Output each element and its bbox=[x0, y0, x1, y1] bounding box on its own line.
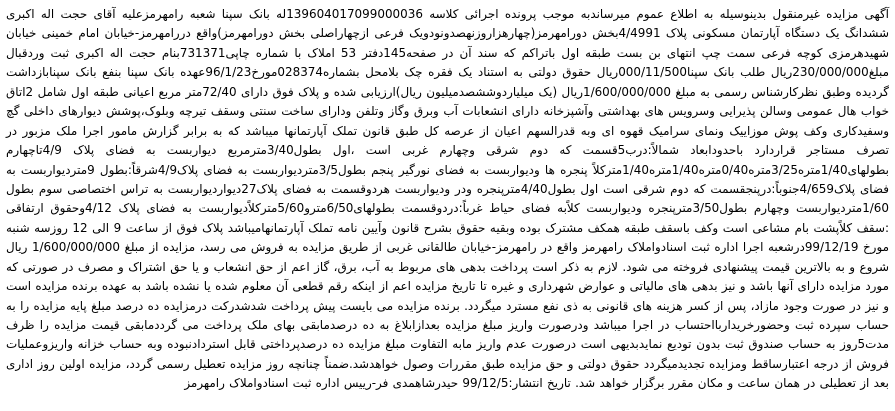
auction-notice-text: آگهی مزایده غیرمنقول بدینوسیله به اطلاع عموم میرساندبه موجب پرونده اجرائی کلاسه 139604017099000036له بانک سپنا شعبه رامهرمزعلیه آقای حجت اله اکبری ششدانگ یک دستگاه آپارتمان مسکونی پلاک 4/4991بخش دورامهرمز(چهارهزاروزنهصدونودویک فرعی ازچهاراصلی بخش دورامهرمز)واقع دررامهرمز-خیابان امام خمینی خیابان شهیدهرمزی کوچه فرعی سمت چپ انتهای بن بست طبقه اول باتراکم که سند آن در صفحه145دفتر 53 املاک با شماره چاپی731371بنام حجت اله اکبری ثبت وردقبال مبلغ230/000/000ریال طلب بانک سپنا000/11/500ریال حقوق دولتی به استناد یک فقره چک بلامحل بشماره028374مورخ96/1/23عهده بانک سپنا بنفع بانک سپنابازداشت گردیده وطبق نظرکارشناس رسمی به مبلغ 1/600/000/000ریال (یک میلیاردوششصدمیلیون ریال)ارزیابی شده و پلاک فوق دارای 72/40متر مربع اعیانی طبقه اول شامل 2اتاق خواب هال عمومی وسالن پذیرایی وسرویس های بهداشتی وآشپزخانه دارای انشعابات آب وبرق وگاز وتلفن ودارای ساخت سنتی وسقف تیرچه وبلوک،پوشش دیوارهای داخلی گچ وسفیدکاری وکف پوش موزاییک ونمای سرامیک قهوه ای وبه قدرالسهم اعیان از عرصه کل طبق قانون تملک آپارتمانها میباشد که به برابر گزارش مامور اجرا ملک مزبور در تصرف مستاجر قراردارد باحدودابعاد شمالاً:درب5قسمت که دوم شرقی وچهارم غربی است ،اول بطول3/40مترمربع دیواربست به فضای پلاک 4/9تاچهارم بطولهای1/40متره3/25متره0/40متره1/40متره1/40مترکلاً پنجره ها ودیواربست به فضای نورگیر پنجم بطول3/5متردیواربست به فضای پلاک4/9شرقاً:بطول 9متردیواربست به فضای پلاک4/659جنوباً:درپنجقسمت که دوم شرقی است اول بطول4/40مترپنجره ودر ودیواربست هردوقسمت به فضای پلاک27دیواردیواربست به تراس اختصاصی سوم بطول 1/60متردیواربست وچهارم بطول3/50مترپنجره ودیواربست کلاًبه فضای حیاط غرباً:دردوقسمت بطولهای6/50مترو5/60مترکلاًدیواربست به فضای پلاک 4/12وحقوق ارتفاقی :سقف کلاًپشت بام مشاعی است وکف باسقف طبقه همکف مشترک بوده وبقیه حقوق بشرح قانون وآیین نامه تملک آپارتمانهامیباشد پلاک فوق از ساعت 9 الی 12 روزسه شنبه مورخ 99/12/19درشعبه اجرا اداره ثبت اسنادواملاک رامهرمز واقع در رامهرمز-خیابان طالقانی غربی از طریق مزایده به فروش می رسد، مزایده از مبلغ 1/600/000/000 ریال شروع و به بالاترین قیمت پیشنهادی فروخته می شود. لازم به ذکر است پرداخت بدهی های مربوط به آب، برق، گاز اعم از حق انشعاب و یا حق اشتراک و مصرف در صورتی که مورد مزایده دارای آنها باشد و نیز بدهی های مالیاتی و عوارض شهرداری و غیره تا تاریخ مزایده اعم از اینکه رقم قطعی آن معلوم شده یا نشده باشد به عهده برنده مزایده است و نیز در صورت وجود مازاد، پس از کسر هزینه های قانونی به ذی نفع مسترد میگردد. برنده مزایده می بایست پیش پرداخت شدشدرکت درمزایده ده درصد مبلغ پایه مزایده را به حساب سپرده ثبت وحضورخریداربااحتساب در اجرا میباشد ودرصورت واریز مبلغ مزایده بعدازابلاغ به ده درصدمابقی بهای ملک پرداخت می گرددمابقی قیمت مزایده را ظرف مدت5روز به حساب صندوق ثبت بدون تودیع نمایدبدیهی است درصورت عدم واریز مابه التفاوت مبلغ مزایده ده درصدپرداختی قابل استردادنبوده وبه حساب خزانه واریزوعملیات فروش از درجه اعتبارساقط ومزایده تجدیدمیگردد حقوق دولتی و حق مزایده طبق مقررات وصول خواهدشد.ضمناً چنانچه روز مزایده تعطیل رسمی گردد، مزایده اولین روز اداری بعد از تعطیلی در همان ساعت و مکان مقرر برگزار خواهد شد. تاریخ انتشار:99/12/5 حیدرشاهمدی فر-رییس اداره ثبت اسنادواملاک رامهرمز bbox=[6, 7, 890, 391]
